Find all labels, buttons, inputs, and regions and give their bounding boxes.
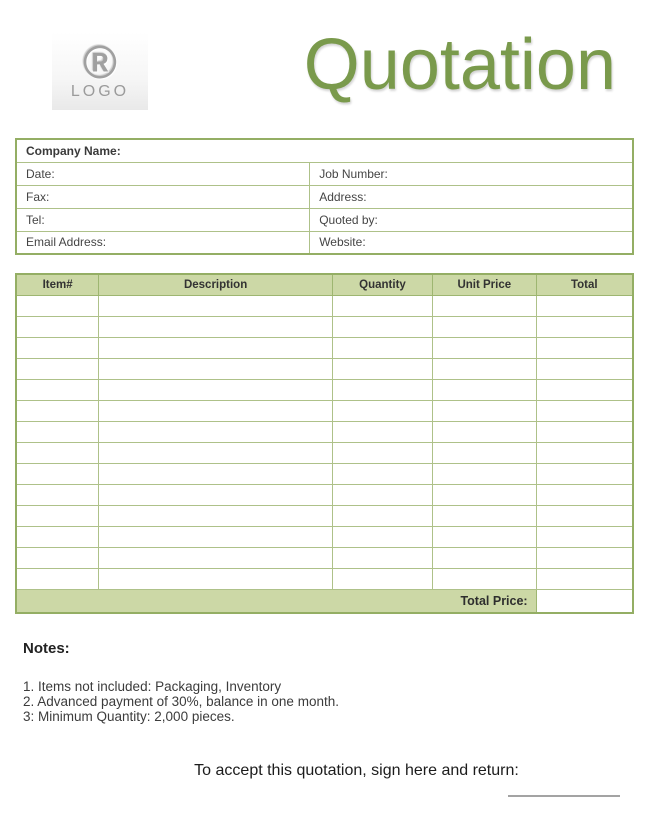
empty-cell-quantity[interactable] [333, 337, 433, 358]
note-item: 3: Minimum Quantity: 2,000 pieces. [23, 709, 235, 724]
empty-cell-unit-price[interactable] [432, 505, 536, 526]
empty-cell-unit-price[interactable] [432, 400, 536, 421]
empty-cell-item-number[interactable] [16, 358, 99, 379]
items-empty-row [16, 337, 633, 358]
field-fax[interactable]: Fax: [16, 185, 310, 208]
items-header-row [16, 274, 633, 295]
empty-cell-quantity[interactable] [333, 568, 433, 589]
items-empty-row [16, 421, 633, 442]
company-info-row [16, 162, 633, 185]
empty-cell-total[interactable] [536, 463, 633, 484]
company-info-row [16, 231, 633, 254]
note-item: 1. Items not included: Packaging, Inventory [23, 679, 282, 694]
empty-cell-total[interactable] [536, 400, 633, 421]
field-address[interactable]: Address: [310, 185, 633, 208]
items-empty-row [16, 400, 633, 421]
items-table [15, 273, 634, 614]
empty-cell-quantity[interactable] [333, 547, 433, 568]
empty-cell-total[interactable] [536, 379, 633, 400]
accept-instruction: To accept this quotation, sign here and return: [194, 762, 519, 779]
items-empty-row [16, 316, 633, 337]
column-header-quantity: Quantity [333, 274, 433, 295]
company-info-row [16, 208, 633, 231]
column-header-unit-price: Unit Price [432, 274, 536, 295]
signature-line[interactable] [508, 795, 620, 797]
field-job-number[interactable]: Job Number: [310, 162, 633, 185]
note-item: 2. Advanced payment of 30%, balance in one month. [23, 694, 339, 709]
empty-cell-quantity[interactable] [333, 463, 433, 484]
empty-cell-total[interactable] [536, 526, 633, 547]
empty-cell-description[interactable] [99, 505, 333, 526]
empty-cell-description[interactable] [99, 421, 333, 442]
empty-cell-description[interactable] [99, 547, 333, 568]
items-empty-row [16, 295, 633, 316]
empty-cell-unit-price[interactable] [432, 484, 536, 505]
empty-cell-description[interactable] [99, 358, 333, 379]
empty-cell-description[interactable] [99, 400, 333, 421]
field-quoted-by[interactable]: Quoted by: [310, 208, 633, 231]
field-company-name[interactable]: Company Name: [16, 139, 633, 162]
page-title: Quotation [303, 25, 616, 105]
company-name-row [16, 139, 633, 162]
items-empty-row [16, 358, 633, 379]
empty-cell-item-number[interactable] [16, 295, 99, 316]
empty-cell-total[interactable] [536, 568, 633, 589]
total-price-value[interactable] [536, 589, 633, 613]
empty-cell-item-number[interactable] [16, 316, 99, 337]
empty-cell-quantity[interactable] [333, 442, 433, 463]
field-email-address[interactable]: Email Address: [16, 231, 310, 254]
empty-cell-item-number[interactable] [16, 463, 99, 484]
company-info-row [16, 185, 633, 208]
empty-cell-quantity[interactable] [333, 526, 433, 547]
empty-cell-quantity[interactable] [333, 505, 433, 526]
empty-cell-quantity[interactable] [333, 484, 433, 505]
empty-cell-total[interactable] [536, 484, 633, 505]
company-logo [52, 32, 148, 110]
empty-cell-item-number[interactable] [16, 505, 99, 526]
empty-cell-unit-price[interactable] [432, 295, 536, 316]
empty-cell-unit-price[interactable] [432, 463, 536, 484]
empty-cell-item-number[interactable] [16, 442, 99, 463]
empty-cell-description[interactable] [99, 568, 333, 589]
empty-cell-quantity[interactable] [333, 295, 433, 316]
field-tel[interactable]: Tel: [16, 208, 310, 231]
empty-cell-item-number[interactable] [16, 547, 99, 568]
empty-cell-quantity[interactable] [333, 358, 433, 379]
empty-cell-item-number[interactable] [16, 568, 99, 589]
logo-text: LOGO [70, 83, 130, 101]
empty-cell-item-number[interactable] [16, 337, 99, 358]
empty-cell-item-number[interactable] [16, 421, 99, 442]
empty-cell-quantity[interactable] [333, 400, 433, 421]
items-empty-row [16, 547, 633, 568]
empty-cell-item-number[interactable] [16, 526, 99, 547]
empty-cell-unit-price[interactable] [432, 547, 536, 568]
total-price-row [16, 589, 633, 613]
registered-trademark-icon: ® [83, 35, 117, 88]
document-header [15, 0, 634, 110]
items-empty-row [16, 526, 633, 547]
empty-cell-description[interactable] [99, 316, 333, 337]
notes-list [23, 679, 634, 724]
company-info-table [15, 138, 634, 255]
empty-cell-quantity[interactable] [333, 421, 433, 442]
empty-cell-unit-price[interactable] [432, 526, 536, 547]
empty-cell-description[interactable] [99, 337, 333, 358]
items-empty-row [16, 505, 633, 526]
empty-cell-description[interactable] [99, 463, 333, 484]
empty-cell-description[interactable] [99, 379, 333, 400]
column-header-description: Description [99, 274, 333, 295]
empty-cell-description[interactable] [99, 526, 333, 547]
total-price-label: Total Price: [16, 589, 536, 613]
field-date[interactable]: Date: [16, 162, 310, 185]
empty-cell-unit-price[interactable] [432, 442, 536, 463]
empty-cell-total[interactable] [536, 337, 633, 358]
empty-cell-description[interactable] [99, 442, 333, 463]
items-empty-row [16, 463, 633, 484]
field-website[interactable]: Website: [310, 231, 633, 254]
empty-cell-unit-price[interactable] [432, 568, 536, 589]
empty-cell-unit-price[interactable] [432, 421, 536, 442]
empty-cell-total[interactable] [536, 442, 633, 463]
notes-heading: Notes: [23, 640, 70, 657]
empty-cell-total[interactable] [536, 421, 633, 442]
items-empty-row [16, 568, 633, 589]
empty-cell-total[interactable] [536, 295, 633, 316]
empty-cell-unit-price[interactable] [432, 316, 536, 337]
empty-cell-item-number[interactable] [16, 400, 99, 421]
empty-cell-total[interactable] [536, 547, 633, 568]
column-header-item-number: Item# [16, 274, 99, 295]
empty-cell-unit-price[interactable] [432, 379, 536, 400]
empty-cell-total[interactable] [536, 316, 633, 337]
empty-cell-description[interactable] [99, 295, 333, 316]
empty-cell-quantity[interactable] [333, 316, 433, 337]
empty-cell-quantity[interactable] [333, 379, 433, 400]
items-empty-row [16, 484, 633, 505]
empty-cell-item-number[interactable] [16, 484, 99, 505]
items-empty-row [16, 379, 633, 400]
empty-cell-unit-price[interactable] [432, 358, 536, 379]
empty-cell-item-number[interactable] [16, 379, 99, 400]
empty-cell-total[interactable] [536, 505, 633, 526]
column-header-total: Total [536, 274, 633, 295]
empty-cell-total[interactable] [536, 358, 633, 379]
empty-cell-description[interactable] [99, 484, 333, 505]
items-empty-row [16, 442, 633, 463]
empty-cell-unit-price[interactable] [432, 337, 536, 358]
